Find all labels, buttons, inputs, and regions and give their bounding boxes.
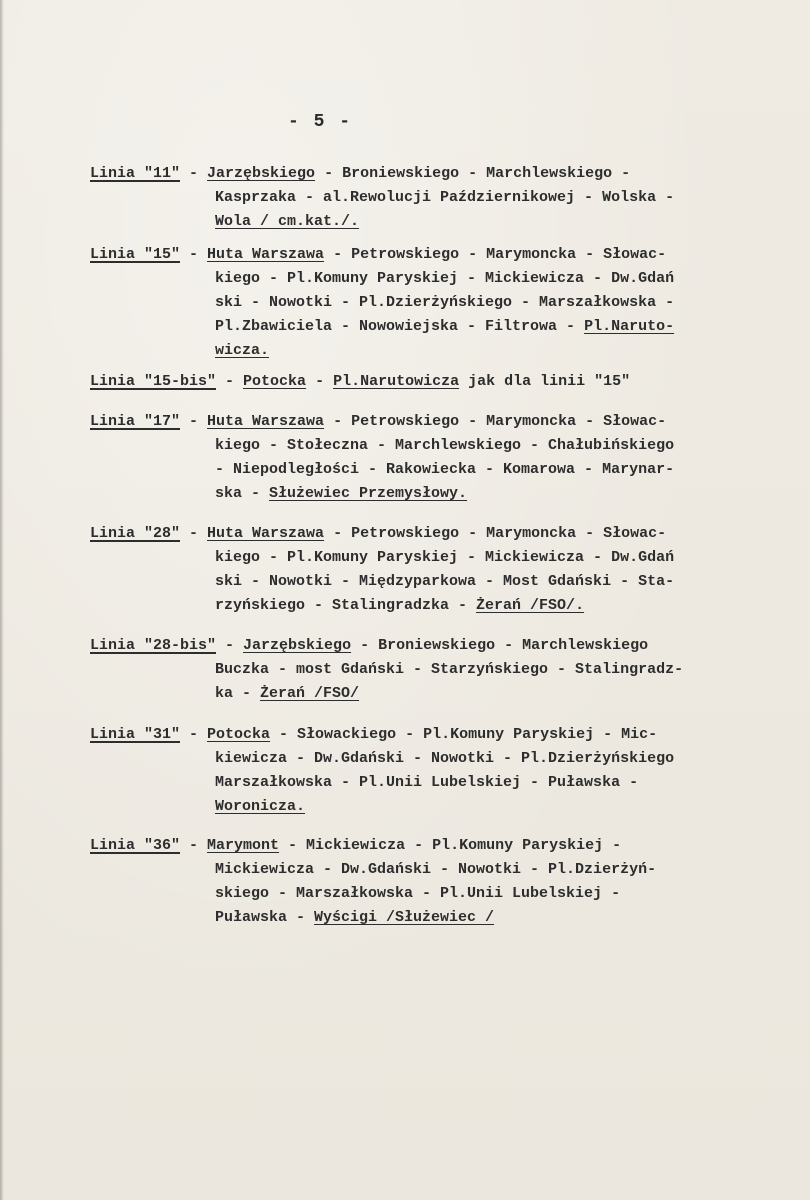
route-label: Linia "31" bbox=[90, 726, 181, 743]
route-entry-31: Linia "31" - Potocka - Słowackiego - Pl.Komuny Paryskiej - Mic- kiewicza - Dw.Gdański - Nowotki - Pl.Dzierżyńskiego Marszałkowska - Pl.Unii Lubelskiej - Puławska - Woronicza. bbox=[90, 726, 675, 815]
route-entry-28-bis: Linia "28-bis" - Jarzębskiego - Broniewskiego - Marchlewskiego Buczka - most Gdański - Starzyńskiego - Stalingradz- ka - Żerań /FSO/ bbox=[90, 637, 684, 702]
route-entry-11: Linia "11" - Jarzębskiego - Broniewskiego - Marchlewskiego - Kasprzaka - al.Rewolucji Październikowej - Wolska - Wola / cm.kat./. bbox=[90, 165, 675, 230]
page-edge-shadow bbox=[0, 0, 4, 1200]
page-number: - 5 - bbox=[287, 112, 352, 132]
route-entry-28: Linia "28" - Huta Warszawa - Petrowskiego - Marymoncka - Słowac- kiego - Pl.Komuny Paryskiej - Mickiewicza - Dw.Gdań ski - Nowotki - Międzyparkowa - Most Gdański - Sta- rzyńskiego - Stalingradzka - Żerań /FSO/. bbox=[90, 525, 675, 614]
route-entry-15: Linia "15" - Huta Warszawa - Petrowskiego - Marymoncka - Słowac- kiego - Pl.Komuny Paryskiej - Mickiewicza - Dw.Gdań ski - Nowotki - Pl.Dzierżyńskiego - Marszałkowska - Pl.Zbawiciela - Nowowiejska - Filtrowa - Pl.Naruto- wicza. bbox=[90, 246, 675, 359]
route-entry-17: Linia "17" - Huta Warszawa - Petrowskiego - Marymoncka - Słowac- kiego - Stołeczna - Marchlewskiego - Chałubińskiego - Niepodległości - Rakowiecka - Komarowa - Marynar- ska - Służewiec Przemysłowy. bbox=[90, 413, 675, 502]
route-label: Linia "28-bis" bbox=[90, 637, 217, 654]
route-label: Linia "15-bis" bbox=[90, 373, 217, 390]
route-label: Linia "11" bbox=[90, 165, 181, 182]
route-label: Linia "28" bbox=[90, 525, 181, 542]
route-entry-36: Linia "36" - Marymont - Mickiewicza - Pl.Komuny Paryskiej - Mickiewicza - Dw.Gdański - Nowotki - Pl.Dzierżyń- skiego - Marszałkowska - Pl.Unii Lubelskiej - Puławska - Wyścigi /Służewiec / bbox=[90, 837, 657, 926]
route-entry-15-bis: Linia "15-bis" - Potocka - Pl.Narutowicza jak dla linii "15" bbox=[90, 373, 631, 390]
route-label: Linia "36" bbox=[90, 837, 181, 854]
route-label: Linia "15" bbox=[90, 246, 181, 263]
route-label: Linia "17" bbox=[90, 413, 181, 430]
